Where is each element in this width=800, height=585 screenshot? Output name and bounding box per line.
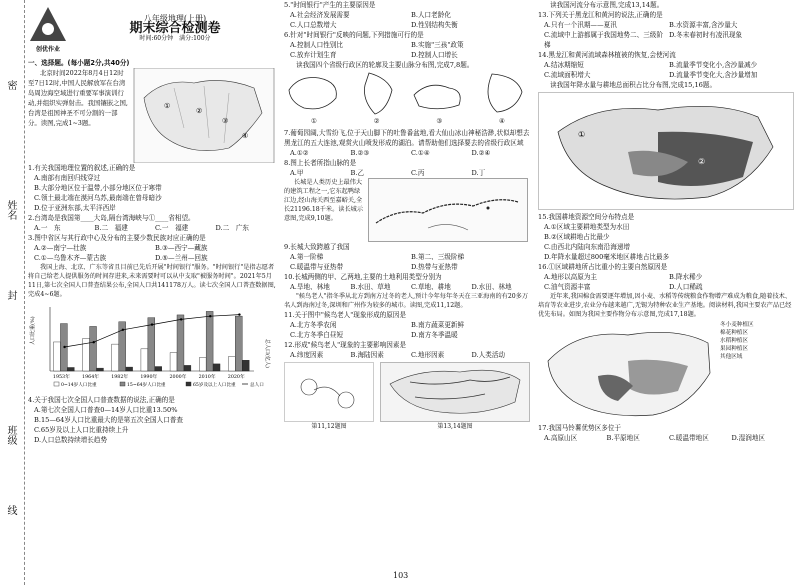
page-title: 期末综合检测卷	[129, 21, 221, 36]
q15-option-c[interactable]: C.由西北内陆向东南沿海递增	[544, 243, 631, 251]
legend-label: 总人口	[250, 383, 264, 388]
q2-option-d[interactable]: D.二 广东	[215, 224, 250, 232]
bar	[148, 318, 155, 371]
x-tick-label: 1964年	[82, 375, 100, 380]
question-10: 10.长城两侧的甲、乙两地,主要的土地利用类型分别为	[284, 273, 442, 281]
legend-item: 冬小麦种植区	[720, 322, 754, 328]
column-left	[28, 0, 276, 445]
q10-option-b[interactable]: B.水田、草地	[350, 283, 391, 291]
x-tick-label: 2010年	[198, 375, 216, 380]
q5-option-c[interactable]: C.人口总数增大	[290, 21, 337, 29]
q11-option-d[interactable]: D.南方冬季温暖	[411, 331, 458, 339]
q13-option-c[interactable]: C.流域中上游都属于我国地势二、三级阶梯	[544, 31, 663, 49]
q8-option-a[interactable]: A.甲	[290, 169, 304, 177]
legend-swatch	[54, 382, 59, 386]
q2-option-b[interactable]: B.二 福建	[94, 224, 128, 232]
precipitation-farmland-map	[538, 92, 794, 210]
q13-option-d[interactable]: D.冬末春初时有凌汛现象	[669, 31, 743, 39]
question-4: 4.关于我国七次全国人口普查数据的说法,正确的是	[28, 396, 175, 404]
margin-label-seal: 封	[5, 290, 16, 300]
column-right	[538, 0, 794, 443]
q17-option-b[interactable]: B.平原地区	[606, 434, 640, 442]
bar	[126, 367, 133, 371]
q7-option-b[interactable]: B.②③	[350, 149, 370, 157]
q5-option-b[interactable]: B.人口老龄化	[411, 11, 451, 19]
province-map-2	[347, 70, 407, 128]
province-map-4	[472, 70, 532, 128]
q12-option-b[interactable]: B.海陆因素	[350, 351, 384, 359]
q7-option-a[interactable]: A.①②	[290, 149, 309, 157]
q17-option-a[interactable]: A.高原山区	[544, 434, 578, 442]
q15-option-d[interactable]: D.年降水量超过800毫米地区耕地占比最多	[544, 253, 670, 261]
q4-option-b[interactable]: B.15—64岁人口比重最大的是第五次全国人口普查	[34, 416, 184, 424]
question-15: 15.我国耕地资源空间分布特点是	[538, 213, 635, 221]
figure-caption-11-12: 第11,12题图	[311, 423, 347, 430]
question-12: 12.形成"候鸟老人"现象的主要影响因素是	[284, 341, 407, 349]
province-map-3	[409, 70, 469, 128]
x-tick-label: 1953年	[52, 375, 70, 380]
legend-swatch	[186, 382, 191, 386]
bar	[90, 326, 97, 371]
passage-9: 长城是人类历史上最伟大的建筑工程之一,它东起鸭绿江边,经山海关西至嘉峪关,全长21196.18千米。读长城示意图,完成9,10题。	[284, 179, 364, 222]
x-tick-label: 2020年	[227, 375, 245, 380]
column-middle	[284, 0, 532, 432]
passage-17: 近年来,我国棉食需要逐年增加,因小麦、水稻等传统粮食作物增产难成为粮食,随着技术、培育等农业进步,农业分布越来越广,无锡为特种农业生产基地。阅读材料,我国主要农产品已经优先布局。如图为我国主要作物分布示意图,完成17,18题。	[538, 293, 792, 318]
province-label-2: ②	[373, 117, 380, 125]
q1-option-b[interactable]: B.大部分地区位于温带,小部分地区位于寒带	[34, 184, 162, 192]
bar	[242, 360, 249, 371]
passage-13: 读我国河流分布示意图,完成13,14题。	[550, 1, 664, 9]
page-number: 103	[393, 571, 409, 580]
legend-label: 65岁及以上人口比重	[193, 383, 236, 388]
figure-caption-13-14: 第13,14题图	[437, 423, 473, 430]
passage-11: "候鸟老人"指冬季从北方到南方过冬的老人,预计今年每年冬天在三亚海南的有20多万名人到海南过冬,深圳和广州作为较多的城市。读图,完成11,12题。	[284, 293, 529, 309]
margin-label-secret: 密	[5, 80, 16, 90]
x-tick-label: 1990年	[140, 375, 158, 380]
q11-option-c[interactable]: C.北方冬季白昼短	[290, 331, 344, 339]
bar	[235, 316, 242, 371]
province-label-1: ①	[311, 117, 317, 125]
figure-11-12	[284, 362, 374, 432]
q10-option-d[interactable]: D.水田、林地	[471, 283, 512, 291]
q14-option-c[interactable]: C.流域面积增大	[544, 71, 591, 79]
q1-option-a[interactable]: A.南部有南回归线穿过	[34, 174, 101, 182]
svg-text:①: ①	[164, 102, 171, 110]
q2-option-c[interactable]: C.一 福建	[155, 224, 189, 232]
bar	[67, 367, 74, 371]
q3-option-b[interactable]: B.③—西宁—藏族	[155, 244, 208, 252]
passage-7: 读我国四个省级行政区的轮廓及主要山脉分布图,完成7,8题。	[296, 61, 474, 69]
header-block	[28, 0, 276, 58]
bar	[97, 368, 104, 371]
q5-option-d[interactable]: D.性别结构失衡	[411, 21, 458, 29]
q13-option-a[interactable]: A.只有一个汛期——夏汛	[544, 21, 617, 29]
passage-15: 读我国年降水量与耕地总面积占比分布图,完成15,16题。	[550, 81, 717, 89]
province-label-4: ④	[499, 117, 505, 125]
q2-option-a[interactable]: A.一 东	[34, 224, 61, 232]
logo	[28, 5, 68, 53]
q10-option-c[interactable]: C.草地、耕地	[411, 283, 451, 291]
q8-option-b[interactable]: B.乙	[350, 169, 365, 177]
q7-option-c[interactable]: C.①④	[411, 149, 430, 157]
bar	[206, 311, 213, 371]
question-6: 6.针对"时间银行"反映的问题,下列措施可行的是	[284, 31, 424, 39]
svg-text:①: ①	[578, 130, 586, 139]
legend-label: 0~14岁人口比重	[61, 383, 97, 388]
q12-option-a[interactable]: A.纬度因素	[290, 351, 324, 359]
q1-option-d[interactable]: D.位于亚洲东部,太平洋西岸	[34, 204, 116, 212]
china-map-figure	[132, 68, 276, 163]
section-heading: 一、选择题。(每小题2分,共40分)	[28, 59, 130, 67]
q10-option-a[interactable]: A.旱地、林地	[290, 283, 330, 291]
margin-label-class: 班级	[5, 425, 16, 445]
q16-option-a[interactable]: A.地形以高原为主	[544, 273, 598, 281]
bar	[199, 358, 206, 371]
province-outlines	[284, 70, 532, 128]
question-17: 17.我国马铃薯优势区多位于	[538, 424, 622, 432]
y2-axis-label: 总人口(亿人)	[264, 339, 270, 368]
question-1: 1.有关我国地理位置的叙述,正确的是	[28, 164, 136, 172]
bar	[228, 357, 235, 371]
q6-option-d[interactable]: D.控制人口增长	[411, 51, 458, 59]
svg-text:②: ②	[698, 157, 706, 166]
q17-option-d[interactable]: D.湿润地区	[731, 434, 766, 442]
q12-option-c[interactable]: C.地形因素	[411, 351, 445, 359]
bar	[112, 344, 119, 371]
question-16: 16.①区域耕地所占比重小的主要自然原因是	[538, 263, 668, 271]
bar	[141, 349, 148, 371]
q9-option-d[interactable]: D.热带与亚热带	[411, 263, 458, 271]
binding-margin	[0, 0, 25, 585]
logo-text: 创优作业	[35, 46, 60, 53]
legend-label: 15~64岁人口比重	[127, 383, 166, 388]
question-3: 3.图中省区与其行政中心及分布的主要少数民族对应正确的是	[28, 234, 206, 242]
q5-option-a[interactable]: A.社会经济发展需要	[290, 11, 350, 19]
q3-option-c[interactable]: C.①—乌鲁木齐—蒙古族	[34, 254, 107, 262]
q9-option-c[interactable]: C.暖温带与亚热带	[290, 263, 344, 271]
q17-option-c[interactable]: C.暖温带地区	[669, 434, 709, 442]
bar	[184, 365, 191, 371]
exam-meta: 时间:60分钟 满分:100分	[139, 35, 211, 42]
q11-option-a[interactable]: A.北方冬季农闲	[290, 321, 337, 329]
legend-item: 其他区域	[720, 354, 743, 360]
margin-label-name: 姓名	[5, 200, 16, 220]
bar	[213, 364, 220, 371]
province-label-3: ③	[436, 117, 443, 125]
q14-option-d[interactable]: D.流量季节变化大,含沙量增加	[669, 71, 758, 79]
passage-2: 我国上海、北京、广东等省且目前已先后开展"时间银行"服务。"时间银行"是指志愿者将自己给老人提供服务的时间存进来,未来需要时可以从中支取"被服务时间"。2021年5月11日,第七次全国人口普查结果公布,全国人口共141178万人。读七次全国人口普查数据图,完成4~6题。	[28, 264, 276, 298]
x-tick-label: 2000年	[169, 375, 187, 380]
bar	[155, 367, 162, 371]
question-9: 9.长城大致跨越了我国	[284, 243, 350, 251]
q14-option-a[interactable]: A.结冰期缩短	[544, 61, 584, 69]
legend-item: 棉花种植区	[720, 330, 748, 336]
q11-option-b[interactable]: B.南方蔬菜更新鲜	[411, 321, 465, 329]
bar	[53, 342, 60, 371]
q16-option-b[interactable]: B.降水稀少	[669, 273, 703, 281]
q4-option-d[interactable]: D.人口总数持续增长趋势	[34, 436, 108, 444]
q6-option-c[interactable]: C.放弃计划生育	[290, 51, 337, 59]
legend-swatch	[120, 382, 125, 386]
question-14: 14.黑龙江和黄河流域森林植被的恢复,会使河流	[538, 51, 676, 59]
crop-distribution-map	[538, 321, 794, 421]
q4-option-c[interactable]: C.65岁及以上人口比重持续上升	[34, 426, 129, 434]
q12-option-d[interactable]: D.人类活动	[471, 351, 506, 359]
q9-option-a[interactable]: A.第一阶梯	[290, 253, 324, 261]
q3-option-a[interactable]: A.②—南宁—壮族	[34, 244, 87, 252]
q3-option-d[interactable]: D.⑤—兰州—回族	[155, 254, 208, 262]
q6-option-a[interactable]: A.控制人口性别比	[290, 41, 344, 49]
margin-label-line: 线	[5, 505, 16, 515]
province-map-1	[284, 70, 344, 128]
q15-option-b[interactable]: B.②区域耕地占比最少	[544, 233, 610, 241]
passage-1: 北京时间2022年8月4日12时至7日12时,中国人民解放军在台湾岛周边海空域进行重要军事演训行动,并组织实弹射击。我国镶嵌之国,台湾是祖国神圣不可分割的一部分。读图,完成1~3题。	[28, 69, 128, 127]
bar	[170, 353, 177, 371]
question-5: 5."时间银行"产生的主要原因是	[284, 1, 376, 9]
svg-text:③: ③	[222, 117, 229, 125]
question-11: 11.关于图中"候鸟老人"现象形成的原因是	[284, 311, 407, 319]
q9-option-b[interactable]: B.第二、三级阶梯	[411, 253, 465, 261]
question-8: 8.图上长者所指山脉的是	[284, 159, 357, 167]
svg-text:②: ②	[196, 107, 203, 115]
grade-label: 八年级地理(上册)	[143, 14, 207, 23]
q16-option-d[interactable]: D.人口稀疏	[669, 283, 703, 291]
q8-option-c[interactable]: C.丙	[411, 169, 425, 177]
q7-option-d[interactable]: D.②④	[471, 149, 491, 157]
census-chart	[28, 301, 276, 393]
q14-option-b[interactable]: B.流量季节变化小,含沙量减少	[669, 61, 758, 69]
great-wall-map	[364, 178, 532, 242]
legend-item: 果园种植区	[720, 346, 748, 352]
question-7: 7.葡萄园阔,大雪纷飞,位于天山脚下的吐鲁番盆地,看大仙山冰山神秘浩渺,状似却想去黑龙江的五大连池,观赏火山喷发形成的湖泊。请帮助他们选择要去的省级行政区域	[284, 129, 530, 147]
q13-option-b[interactable]: B.水资源丰富,含沙量大	[669, 21, 738, 29]
q4-option-a[interactable]: A.第七次全国人口普查0—14岁人口比重13.50%	[34, 406, 178, 414]
census-chart-svg	[28, 301, 276, 393]
q8-option-d[interactable]: D.丁	[471, 169, 486, 177]
crop-legend	[720, 321, 754, 421]
q1-option-c[interactable]: C.领土最北端在漠河乌苏,最南端在曾母暗沙	[34, 194, 162, 202]
q15-option-a[interactable]: A.①区域主要耕地类型为水田	[544, 223, 630, 231]
question-13: 13.下列关于黑龙江和黄河的说法,正确的是	[538, 11, 663, 19]
legend-item: 水稻种植区	[720, 338, 748, 344]
q16-option-c[interactable]: C.油气资源丰富	[544, 283, 591, 291]
q6-option-b[interactable]: B.实施"三孩"政策	[411, 41, 464, 49]
figure-13-14	[378, 362, 532, 432]
svg-text:④: ④	[242, 132, 249, 140]
question-2: 2.台湾岛是我国第____大岛,隔台湾海峡与①____省相望。	[28, 214, 195, 222]
bar	[177, 315, 184, 371]
x-tick-label: 1982年	[111, 375, 129, 380]
y-axis-label: 人口比重(%)	[30, 316, 36, 345]
